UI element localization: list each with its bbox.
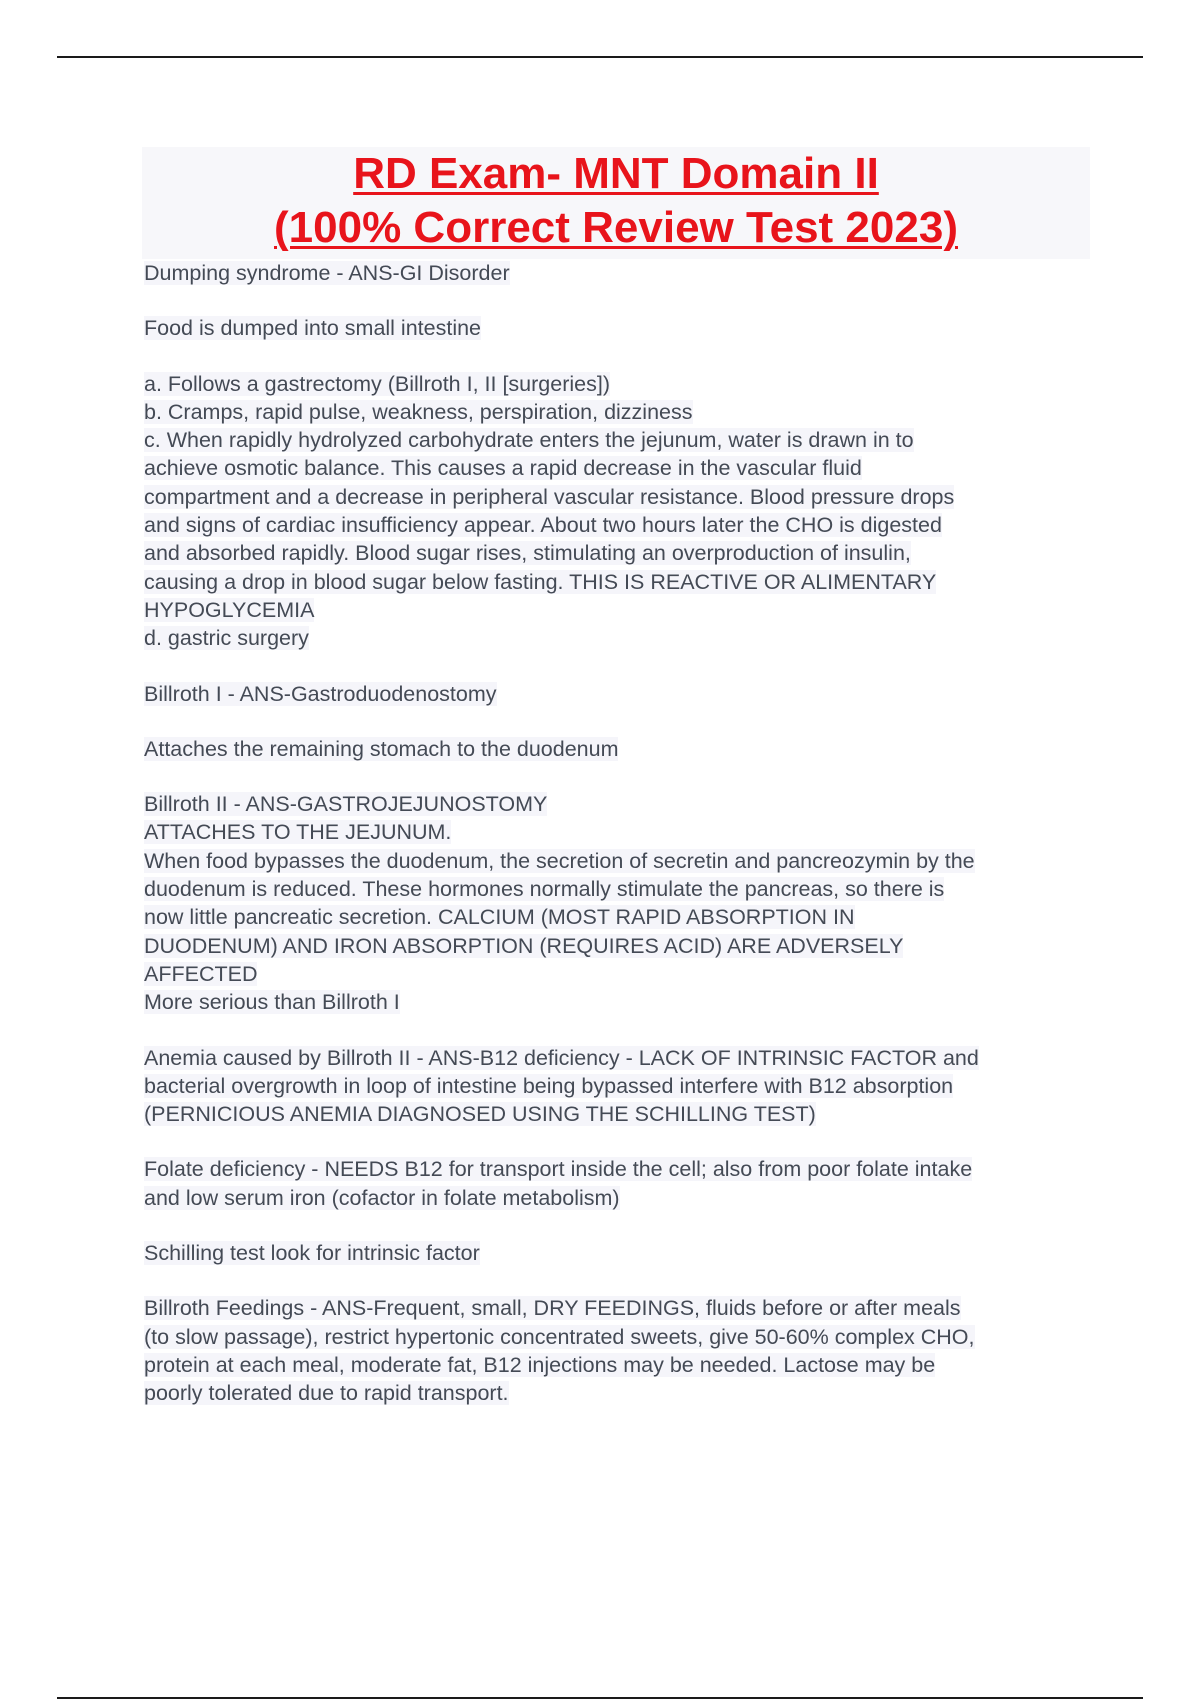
paragraph [144, 680, 1094, 708]
text-line-content: More serious than Billroth I [144, 990, 400, 1015]
text-line-content: AFFECTED [144, 961, 258, 986]
text-line [144, 680, 1094, 708]
text-line [144, 483, 1094, 511]
text-line [144, 1379, 1094, 1407]
document-body [144, 259, 1094, 1408]
paragraph-gap [144, 708, 1094, 735]
bottom-rule [57, 1697, 1143, 1699]
text-line-content: Food is dumped into small intestine [144, 316, 482, 341]
paragraph [144, 259, 1094, 287]
text-line [144, 875, 1094, 903]
text-line [144, 818, 1094, 846]
text-line [144, 624, 1094, 652]
text-line [144, 1184, 1094, 1212]
text-line [144, 903, 1094, 931]
text-line [144, 790, 1094, 818]
paragraph [144, 1155, 1094, 1212]
text-line [144, 568, 1094, 596]
text-line-content: duodenum is reduced. These hormones normally stimulate the pancreas, so there is [144, 877, 945, 902]
text-line-content: causing a drop in blood sugar below fasting. THIS IS REACTIVE OR ALIMENTARY [144, 569, 937, 594]
paragraph-gap [144, 1017, 1094, 1044]
paragraph-gap [144, 287, 1094, 314]
title-line-1: RD Exam- MNT Domain II [353, 149, 879, 198]
text-line-content: (to slow passage), restrict hypertonic concentrated sweets, give 50-60% complex CHO, [144, 1324, 975, 1349]
text-line-content: Billroth II - ANS-GASTROJEJUNOSTOMY [144, 792, 548, 817]
paragraph-gap [144, 763, 1094, 790]
text-line [144, 596, 1094, 624]
document-page [144, 147, 1094, 1408]
text-line-content: and low serum iron (cofactor in folate metabolism) [144, 1185, 620, 1210]
paragraph [144, 1239, 1094, 1267]
text-line-content: Anemia caused by Billroth II - ANS-B12 deficiency - LACK OF INTRINSIC FACTOR and [144, 1045, 979, 1070]
text-line-content: HYPOGLYCEMIA [144, 597, 315, 622]
text-line [144, 988, 1094, 1016]
text-line [144, 1155, 1094, 1183]
paragraph [144, 790, 1094, 1016]
paragraph-gap [144, 1212, 1094, 1239]
text-line [144, 1239, 1094, 1267]
text-line [144, 398, 1094, 426]
paragraph [144, 1044, 1094, 1129]
paragraph [144, 370, 1094, 653]
text-line-content: now little pancreatic secretion. CALCIUM (MOST RAPID ABSORPTION IN [144, 905, 855, 930]
text-line-content: When food bypasses the duodenum, the secretion of secretin and pancreozymin by the [144, 848, 975, 873]
text-line-content: ATTACHES TO THE JEJUNUM. [144, 820, 452, 845]
paragraph [144, 1294, 1094, 1407]
paragraph-gap [144, 653, 1094, 680]
title-block [142, 147, 1090, 259]
text-line [144, 847, 1094, 875]
top-rule [57, 56, 1143, 58]
text-line-content: bacterial overgrowth in loop of intestine being bypassed interfere with B12 absorption [144, 1073, 954, 1098]
text-line-content: Dumping syndrome - ANS-GI Disorder [144, 261, 510, 285]
text-line [144, 454, 1094, 482]
text-line-content: DUODENUM) AND IRON ABSORPTION (REQUIRES ACID) ARE ADVERSELY [144, 933, 904, 958]
paragraph-gap [144, 1267, 1094, 1294]
text-line-content: a. Follows a gastrectomy (Billroth I, II [surgeries]) [144, 371, 610, 396]
text-line [144, 511, 1094, 539]
text-line-content: protein at each meal, moderate fat, B12 injections may be needed. Lactose may be [144, 1352, 936, 1377]
title-line-2: (100% Correct Review Test 2023) [274, 203, 958, 252]
text-line [144, 426, 1094, 454]
text-line [144, 932, 1094, 960]
text-line [144, 1100, 1094, 1128]
text-line-content: and signs of cardiac insufficiency appear. About two hours later the CHO is digested [144, 513, 942, 538]
text-line [144, 259, 1094, 287]
text-line-content: Billroth Feedings - ANS-Frequent, small, DRY FEEDINGS, fluids before or after meals [144, 1296, 961, 1321]
text-line-content: poorly tolerated due to rapid transport. [144, 1381, 509, 1406]
paragraph [144, 735, 1094, 763]
paragraph-gap [144, 343, 1094, 370]
text-line [144, 1072, 1094, 1100]
paragraph [144, 314, 1094, 342]
text-line [144, 539, 1094, 567]
text-line-content: and absorbed rapidly. Blood sugar rises, stimulating an overproduction of insulin, [144, 541, 911, 566]
text-line [144, 1351, 1094, 1379]
text-line [144, 314, 1094, 342]
text-line-content: achieve osmotic balance. This causes a rapid decrease in the vascular fluid [144, 456, 862, 481]
text-line [144, 1044, 1094, 1072]
text-line-content: b. Cramps, rapid pulse, weakness, perspiration, dizziness [144, 399, 693, 424]
text-line-content: Attaches the remaining stomach to the duodenum [144, 736, 619, 761]
text-line [144, 960, 1094, 988]
text-line-content: c. When rapidly hydrolyzed carbohydrate enters the jejunum, water is drawn in to [144, 428, 914, 453]
text-line-content: Folate deficiency - NEEDS B12 for transport inside the cell; also from poor folate intake [144, 1157, 973, 1182]
text-line-content: Billroth I - ANS-Gastroduodenostomy [144, 681, 497, 706]
text-line-content: Schilling test look for intrinsic factor [144, 1241, 480, 1266]
text-line [144, 1323, 1094, 1351]
text-line-content: d. gastric surgery [144, 626, 309, 651]
text-line-content: compartment and a decrease in peripheral vascular resistance. Blood pressure drops [144, 484, 955, 509]
text-line [144, 370, 1094, 398]
text-line [144, 735, 1094, 763]
text-line-content: (PERNICIOUS ANEMIA DIAGNOSED USING THE SCHILLING TEST) [144, 1102, 816, 1127]
text-line [144, 1294, 1094, 1322]
paragraph-gap [144, 1128, 1094, 1155]
